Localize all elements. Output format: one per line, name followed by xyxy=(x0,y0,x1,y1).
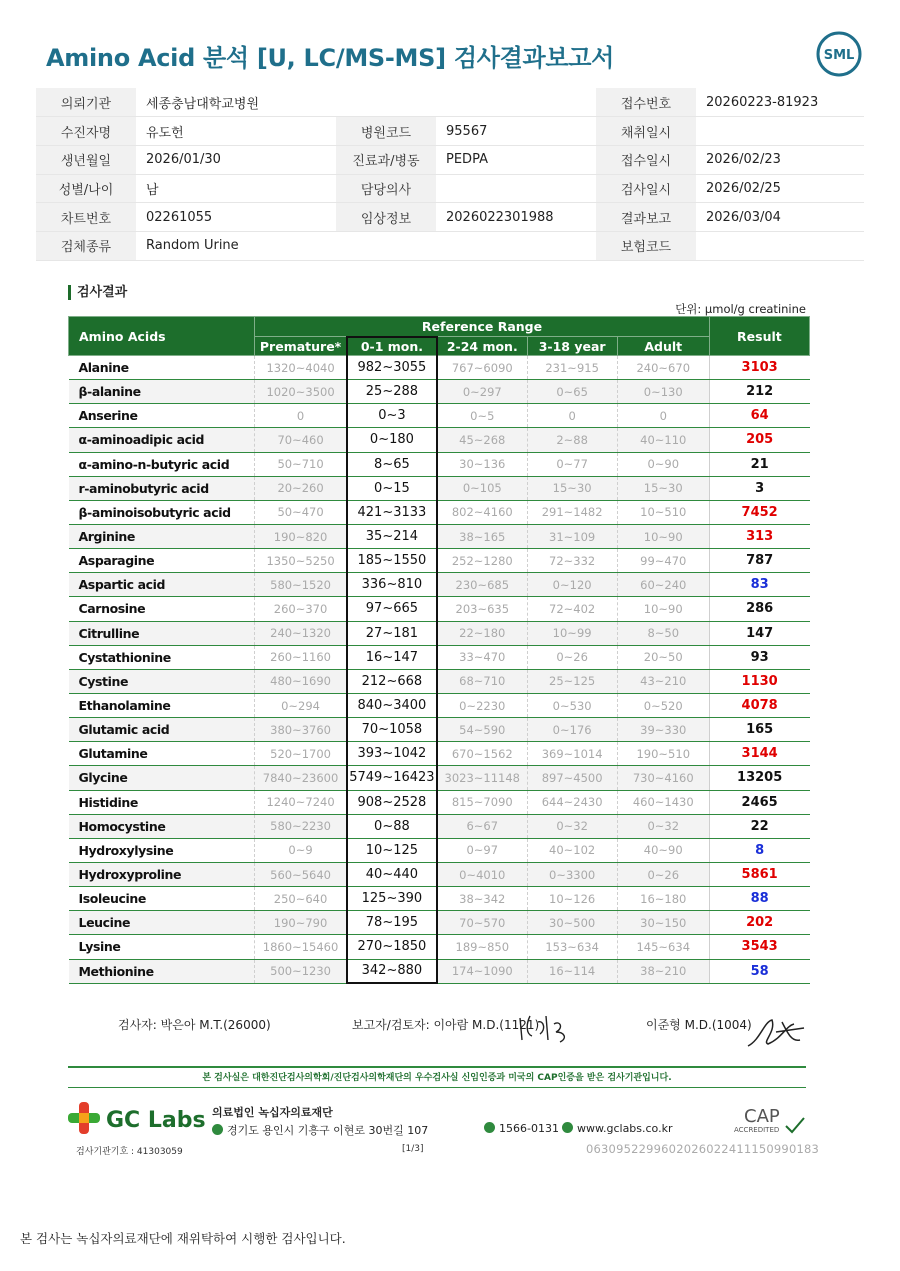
range-premature: 0~9 xyxy=(255,838,347,862)
result-value: 787 xyxy=(709,549,809,573)
range-0-1-mon: 0~180 xyxy=(347,428,437,452)
lab-address: 경기도 용인시 기흥구 이현로 30번길 107 xyxy=(227,1124,429,1137)
header-0-1-mon: 0-1 mon. xyxy=(347,337,437,356)
amino-acid-name: Asparagine xyxy=(69,549,255,573)
range-3-18-year: 231~915 xyxy=(527,356,617,380)
result-value: 93 xyxy=(709,645,809,669)
patient-label: 결과보고 xyxy=(596,203,696,232)
patient-label: 생년월일 xyxy=(36,145,136,174)
range-2-24-mon: 3023~11148 xyxy=(437,766,527,790)
range-0-1-mon: 185~1550 xyxy=(347,549,437,573)
result-row xyxy=(69,428,810,452)
lab-website: www.gclabs.co.kr xyxy=(577,1122,673,1135)
handwritten-signature-2 xyxy=(742,1012,808,1052)
range-2-24-mon: 174~1090 xyxy=(437,959,527,983)
cap-logo xyxy=(728,1104,806,1140)
range-premature: 580~1520 xyxy=(255,573,347,597)
range-premature: 580~2230 xyxy=(255,814,347,838)
header-premature: Premature* xyxy=(255,337,347,356)
patient-value: 세종충남대학교병원 xyxy=(136,88,336,117)
patient-value: 20260223-81923 xyxy=(696,88,864,117)
patient-label: 임상정보 xyxy=(336,203,436,232)
range-adult: 10~90 xyxy=(617,597,709,621)
range-0-1-mon: 393~1042 xyxy=(347,742,437,766)
handwritten-signature-1 xyxy=(516,1010,576,1046)
result-row xyxy=(69,597,810,621)
range-2-24-mon: 45~268 xyxy=(437,428,527,452)
patient-value: 유도헌 xyxy=(136,117,336,146)
result-value: 3 xyxy=(709,476,809,500)
amino-acid-name: Cystathionine xyxy=(69,645,255,669)
patient-label: 성별/나이 xyxy=(36,174,136,203)
result-row xyxy=(69,476,810,500)
amino-acid-name: Anserine xyxy=(69,404,255,428)
patient-row xyxy=(36,145,864,174)
range-2-24-mon: 0~2230 xyxy=(437,693,527,717)
range-2-24-mon: 0~297 xyxy=(437,380,527,404)
header-amino-acids: Amino Acids xyxy=(69,317,255,356)
range-adult: 40~110 xyxy=(617,428,709,452)
patient-row xyxy=(36,117,864,146)
patient-value xyxy=(436,174,596,203)
range-2-24-mon: 767~6090 xyxy=(437,356,527,380)
range-adult: 145~634 xyxy=(617,935,709,959)
lab-phone: 1566-0131 xyxy=(499,1122,559,1135)
result-value: 64 xyxy=(709,404,809,428)
range-0-1-mon: 16~147 xyxy=(347,645,437,669)
range-0-1-mon: 0~15 xyxy=(347,476,437,500)
patient-row xyxy=(36,174,864,203)
patient-row xyxy=(36,231,864,260)
range-3-18-year: 72~402 xyxy=(527,597,617,621)
range-0-1-mon: 840~3400 xyxy=(347,693,437,717)
range-adult: 16~180 xyxy=(617,887,709,911)
amino-acid-name: Leucine xyxy=(69,911,255,935)
patient-label xyxy=(336,88,436,117)
amino-acid-name: Methionine xyxy=(69,959,255,983)
range-premature: 500~1230 xyxy=(255,959,347,983)
result-row xyxy=(69,621,810,645)
range-0-1-mon: 40~440 xyxy=(347,862,437,886)
sml-logo xyxy=(815,30,863,78)
range-2-24-mon: 6~67 xyxy=(437,814,527,838)
amino-acid-name: Hydroxyproline xyxy=(69,862,255,886)
range-adult: 190~510 xyxy=(617,742,709,766)
patient-label xyxy=(336,231,436,260)
cap-logo-text: CAP xyxy=(744,1106,780,1127)
range-premature: 250~640 xyxy=(255,887,347,911)
range-0-1-mon: 5749~16423 xyxy=(347,766,437,790)
result-value: 2465 xyxy=(709,790,809,814)
range-2-24-mon: 30~136 xyxy=(437,452,527,476)
amino-acid-name: Ethanolamine xyxy=(69,693,255,717)
patient-label: 접수번호 xyxy=(596,88,696,117)
range-3-18-year: 15~30 xyxy=(527,476,617,500)
range-2-24-mon: 33~470 xyxy=(437,645,527,669)
patient-value: 95567 xyxy=(436,117,596,146)
range-premature: 1350~5250 xyxy=(255,549,347,573)
range-adult: 40~90 xyxy=(617,838,709,862)
range-2-24-mon: 230~685 xyxy=(437,573,527,597)
range-0-1-mon: 35~214 xyxy=(347,524,437,548)
reporter-signature: 보고자/검토자: 이아람 M.D.(1121) xyxy=(352,1018,540,1032)
patient-value: 2026/01/30 xyxy=(136,145,336,174)
patient-value xyxy=(436,88,596,117)
result-row xyxy=(69,887,810,911)
patient-value: Random Urine xyxy=(136,231,336,260)
result-row xyxy=(69,356,810,380)
location-icon xyxy=(212,1124,223,1135)
amino-acid-name: Arginine xyxy=(69,524,255,548)
header-adult: Adult xyxy=(617,337,709,356)
range-adult: 0~32 xyxy=(617,814,709,838)
divider-line xyxy=(68,1066,806,1068)
range-adult: 30~150 xyxy=(617,911,709,935)
patient-value: 2026/02/25 xyxy=(696,174,864,203)
unit-label: 단위: μmol/g creatinine xyxy=(675,302,806,316)
range-0-1-mon: 270~1850 xyxy=(347,935,437,959)
range-0-1-mon: 336~810 xyxy=(347,573,437,597)
result-row xyxy=(69,404,810,428)
certification-note: 본 검사실은 대한진단검사의학회/진단검사의학재단의 우수검사실 신임인증과 미국의 CAP인증을 받은 검사기관입니다. xyxy=(202,1073,672,1083)
amino-acid-name: Hydroxylysine xyxy=(69,838,255,862)
result-row xyxy=(69,645,810,669)
range-0-1-mon: 70~1058 xyxy=(347,718,437,742)
range-adult: 99~470 xyxy=(617,549,709,573)
range-0-1-mon: 212~668 xyxy=(347,669,437,693)
range-0-1-mon: 10~125 xyxy=(347,838,437,862)
range-adult: 240~670 xyxy=(617,356,709,380)
range-premature: 380~3760 xyxy=(255,718,347,742)
patient-label: 검사일시 xyxy=(596,174,696,203)
amino-acid-name: Isoleucine xyxy=(69,887,255,911)
range-premature: 480~1690 xyxy=(255,669,347,693)
range-adult: 38~210 xyxy=(617,959,709,983)
result-row xyxy=(69,669,810,693)
range-3-18-year: 644~2430 xyxy=(527,790,617,814)
range-0-1-mon: 78~195 xyxy=(347,911,437,935)
range-premature: 190~790 xyxy=(255,911,347,935)
result-row xyxy=(69,524,810,548)
result-row xyxy=(69,790,810,814)
range-adult: 60~240 xyxy=(617,573,709,597)
range-adult: 0~90 xyxy=(617,452,709,476)
range-2-24-mon: 815~7090 xyxy=(437,790,527,814)
result-row xyxy=(69,380,810,404)
patient-label: 병원코드 xyxy=(336,117,436,146)
patient-value: 남 xyxy=(136,174,336,203)
range-0-1-mon: 421~3133 xyxy=(347,500,437,524)
range-0-1-mon: 27~181 xyxy=(347,621,437,645)
range-2-24-mon: 54~590 xyxy=(437,718,527,742)
range-adult: 20~50 xyxy=(617,645,709,669)
range-3-18-year: 0~77 xyxy=(527,452,617,476)
amino-acid-name: α-amino-n-butyric acid xyxy=(69,452,255,476)
reviewer-signature: 이준형 M.D.(1004) xyxy=(646,1018,752,1032)
range-premature: 7840~23600 xyxy=(255,766,347,790)
range-adult: 43~210 xyxy=(617,669,709,693)
result-row xyxy=(69,814,810,838)
patient-label: 차트번호 xyxy=(36,203,136,232)
lab-website-block xyxy=(562,1122,673,1135)
range-3-18-year: 2~88 xyxy=(527,428,617,452)
range-premature: 20~260 xyxy=(255,476,347,500)
result-row xyxy=(69,838,810,862)
amino-acid-name: Aspartic acid xyxy=(69,573,255,597)
result-row xyxy=(69,742,810,766)
range-3-18-year: 369~1014 xyxy=(527,742,617,766)
amino-acid-name: Glutamic acid xyxy=(69,718,255,742)
gc-labs-logo xyxy=(68,1100,208,1136)
amino-acid-name: Glycine xyxy=(69,766,255,790)
lab-address-block xyxy=(212,1122,428,1138)
result-value: 286 xyxy=(709,597,809,621)
range-2-24-mon: 38~342 xyxy=(437,887,527,911)
lab-id: 검사기관기호 : 41303059 xyxy=(76,1147,183,1157)
result-value: 58 xyxy=(709,959,809,983)
range-2-24-mon: 670~1562 xyxy=(437,742,527,766)
patient-label: 진료과/병동 xyxy=(336,145,436,174)
tester-signature: 검사자: 박은아 M.T.(26000) xyxy=(118,1018,271,1032)
range-premature: 260~370 xyxy=(255,597,347,621)
result-row xyxy=(69,693,810,717)
result-value: 8 xyxy=(709,838,809,862)
range-2-24-mon: 203~635 xyxy=(437,597,527,621)
range-premature: 70~460 xyxy=(255,428,347,452)
result-value: 3543 xyxy=(709,935,809,959)
amino-acid-name: β-alanine xyxy=(69,380,255,404)
amino-acid-name: Carnosine xyxy=(69,597,255,621)
range-premature: 50~710 xyxy=(255,452,347,476)
page-number: [1/3] xyxy=(402,1144,424,1154)
sml-logo-text: SML xyxy=(823,48,855,63)
range-3-18-year: 0~120 xyxy=(527,573,617,597)
range-0-1-mon: 908~2528 xyxy=(347,790,437,814)
result-row xyxy=(69,766,810,790)
range-premature: 190~820 xyxy=(255,524,347,548)
patient-value xyxy=(436,231,596,260)
result-value: 205 xyxy=(709,428,809,452)
patient-label: 접수일시 xyxy=(596,145,696,174)
results-table xyxy=(68,316,810,984)
patient-value: 2026022301988 xyxy=(436,203,596,232)
result-value: 212 xyxy=(709,380,809,404)
patient-row xyxy=(36,88,864,117)
result-value: 21 xyxy=(709,452,809,476)
amino-acid-name: Histidine xyxy=(69,790,255,814)
amino-acid-name: Homocystine xyxy=(69,814,255,838)
range-3-18-year: 16~114 xyxy=(527,959,617,983)
patient-label: 채취일시 xyxy=(596,117,696,146)
range-premature: 520~1700 xyxy=(255,742,347,766)
range-2-24-mon: 802~4160 xyxy=(437,500,527,524)
range-adult: 0~26 xyxy=(617,862,709,886)
patient-row xyxy=(36,203,864,232)
range-2-24-mon: 22~180 xyxy=(437,621,527,645)
range-adult: 460~1430 xyxy=(617,790,709,814)
document-number: 06309522996020260224111509901​83 xyxy=(586,1142,820,1156)
range-adult: 730~4160 xyxy=(617,766,709,790)
amino-acid-name: α-aminoadipic acid xyxy=(69,428,255,452)
amino-acid-name: Cystine xyxy=(69,669,255,693)
patient-info-table xyxy=(36,88,864,261)
patient-label: 담당의사 xyxy=(336,174,436,203)
amino-acid-name: Alanine xyxy=(69,356,255,380)
header-reference-range: Reference Range xyxy=(255,317,710,337)
patient-label: 수진자명 xyxy=(36,117,136,146)
range-2-24-mon: 68~710 xyxy=(437,669,527,693)
result-value: 165 xyxy=(709,718,809,742)
range-premature: 0~294 xyxy=(255,693,347,717)
lab-name: 의료법인 녹십자의료재단 xyxy=(212,1106,333,1119)
range-premature: 260~1160 xyxy=(255,645,347,669)
header-result: Result xyxy=(709,317,809,356)
range-2-24-mon: 0~97 xyxy=(437,838,527,862)
patient-label: 보험코드 xyxy=(596,231,696,260)
range-3-18-year: 25~125 xyxy=(527,669,617,693)
amino-acid-name: β-aminoisobutyric acid xyxy=(69,500,255,524)
range-2-24-mon: 252~1280 xyxy=(437,549,527,573)
range-premature: 1020~3500 xyxy=(255,380,347,404)
cap-logo-sub: ACCREDITED xyxy=(734,1126,780,1134)
footer-note: 본 검사는 녹십자의료재단에 재위탁하여 시행한 검사입니다. xyxy=(20,1231,346,1246)
patient-value: PEDPA xyxy=(436,145,596,174)
range-3-18-year: 291~1482 xyxy=(527,500,617,524)
result-row xyxy=(69,573,810,597)
range-3-18-year: 0~176 xyxy=(527,718,617,742)
range-3-18-year: 0~65 xyxy=(527,380,617,404)
range-adult: 39~330 xyxy=(617,718,709,742)
result-value: 3103 xyxy=(709,356,809,380)
result-row xyxy=(69,959,810,983)
range-premature: 240~1320 xyxy=(255,621,347,645)
amino-acid-name: r-aminobutyric acid xyxy=(69,476,255,500)
range-3-18-year: 30~500 xyxy=(527,911,617,935)
range-adult: 15~30 xyxy=(617,476,709,500)
range-0-1-mon: 97~665 xyxy=(347,597,437,621)
range-3-18-year: 72~332 xyxy=(527,549,617,573)
lab-phone-block xyxy=(484,1122,559,1135)
section-title: 검사결과 xyxy=(68,285,127,300)
range-3-18-year: 897~4500 xyxy=(527,766,617,790)
header-3-18-year: 3-18 year xyxy=(527,337,617,356)
result-value: 7452 xyxy=(709,500,809,524)
range-3-18-year: 0~32 xyxy=(527,814,617,838)
patient-value: 2026/03/04 xyxy=(696,203,864,232)
range-premature: 50~470 xyxy=(255,500,347,524)
patient-label: 검체종류 xyxy=(36,231,136,260)
result-row xyxy=(69,911,810,935)
patient-label: 의뢰기관 xyxy=(36,88,136,117)
result-value: 88 xyxy=(709,887,809,911)
gc-labs-logo-text: GC Labs xyxy=(106,1108,206,1133)
patient-value: 2026/02/23 xyxy=(696,145,864,174)
range-premature: 1240~7240 xyxy=(255,790,347,814)
range-2-24-mon: 0~4010 xyxy=(437,862,527,886)
range-0-1-mon: 25~288 xyxy=(347,380,437,404)
result-value: 313 xyxy=(709,524,809,548)
result-value: 83 xyxy=(709,573,809,597)
range-0-1-mon: 125~390 xyxy=(347,887,437,911)
range-3-18-year: 10~126 xyxy=(527,887,617,911)
result-value: 13205 xyxy=(709,766,809,790)
result-value: 202 xyxy=(709,911,809,935)
patient-value xyxy=(696,231,864,260)
range-2-24-mon: 0~105 xyxy=(437,476,527,500)
range-3-18-year: 0~530 xyxy=(527,693,617,717)
result-row xyxy=(69,500,810,524)
amino-acid-name: Citrulline xyxy=(69,621,255,645)
range-3-18-year: 40~102 xyxy=(527,838,617,862)
range-adult: 10~510 xyxy=(617,500,709,524)
result-row xyxy=(69,549,810,573)
range-0-1-mon: 8~65 xyxy=(347,452,437,476)
range-premature: 0 xyxy=(255,404,347,428)
range-3-18-year: 0 xyxy=(527,404,617,428)
amino-acid-name: Lysine xyxy=(69,935,255,959)
range-premature: 560~5640 xyxy=(255,862,347,886)
result-value: 5861 xyxy=(709,862,809,886)
result-row xyxy=(69,452,810,476)
range-adult: 8~50 xyxy=(617,621,709,645)
range-adult: 10~90 xyxy=(617,524,709,548)
range-3-18-year: 0~3300 xyxy=(527,862,617,886)
range-3-18-year: 0~26 xyxy=(527,645,617,669)
home-icon xyxy=(562,1122,573,1133)
result-value: 3144 xyxy=(709,742,809,766)
range-3-18-year: 153~634 xyxy=(527,935,617,959)
result-row xyxy=(69,935,810,959)
patient-value xyxy=(696,117,864,146)
range-2-24-mon: 0~5 xyxy=(437,404,527,428)
range-adult: 0~130 xyxy=(617,380,709,404)
range-adult: 0 xyxy=(617,404,709,428)
patient-value: 02261055 xyxy=(136,203,336,232)
header-2-24-mon: 2-24 mon. xyxy=(437,337,527,356)
range-2-24-mon: 38~165 xyxy=(437,524,527,548)
amino-acid-name: Glutamine xyxy=(69,742,255,766)
range-premature: 1320~4040 xyxy=(255,356,347,380)
report-title: Amino Acid 분석 [U, LC/MS-MS] 검사결과보고서 xyxy=(46,44,615,72)
range-2-24-mon: 189~850 xyxy=(437,935,527,959)
range-3-18-year: 10~99 xyxy=(527,621,617,645)
result-value: 4078 xyxy=(709,693,809,717)
divider-line-2 xyxy=(68,1087,806,1088)
phone-icon xyxy=(484,1122,495,1133)
range-2-24-mon: 70~570 xyxy=(437,911,527,935)
result-value: 1130 xyxy=(709,669,809,693)
result-row xyxy=(69,718,810,742)
range-0-1-mon: 982~3055 xyxy=(347,356,437,380)
range-3-18-year: 31~109 xyxy=(527,524,617,548)
range-premature: 1860~15460 xyxy=(255,935,347,959)
range-0-1-mon: 0~88 xyxy=(347,814,437,838)
result-value: 22 xyxy=(709,814,809,838)
result-value: 147 xyxy=(709,621,809,645)
range-0-1-mon: 342~880 xyxy=(347,959,437,983)
range-0-1-mon: 0~3 xyxy=(347,404,437,428)
result-row xyxy=(69,862,810,886)
range-adult: 0~520 xyxy=(617,693,709,717)
